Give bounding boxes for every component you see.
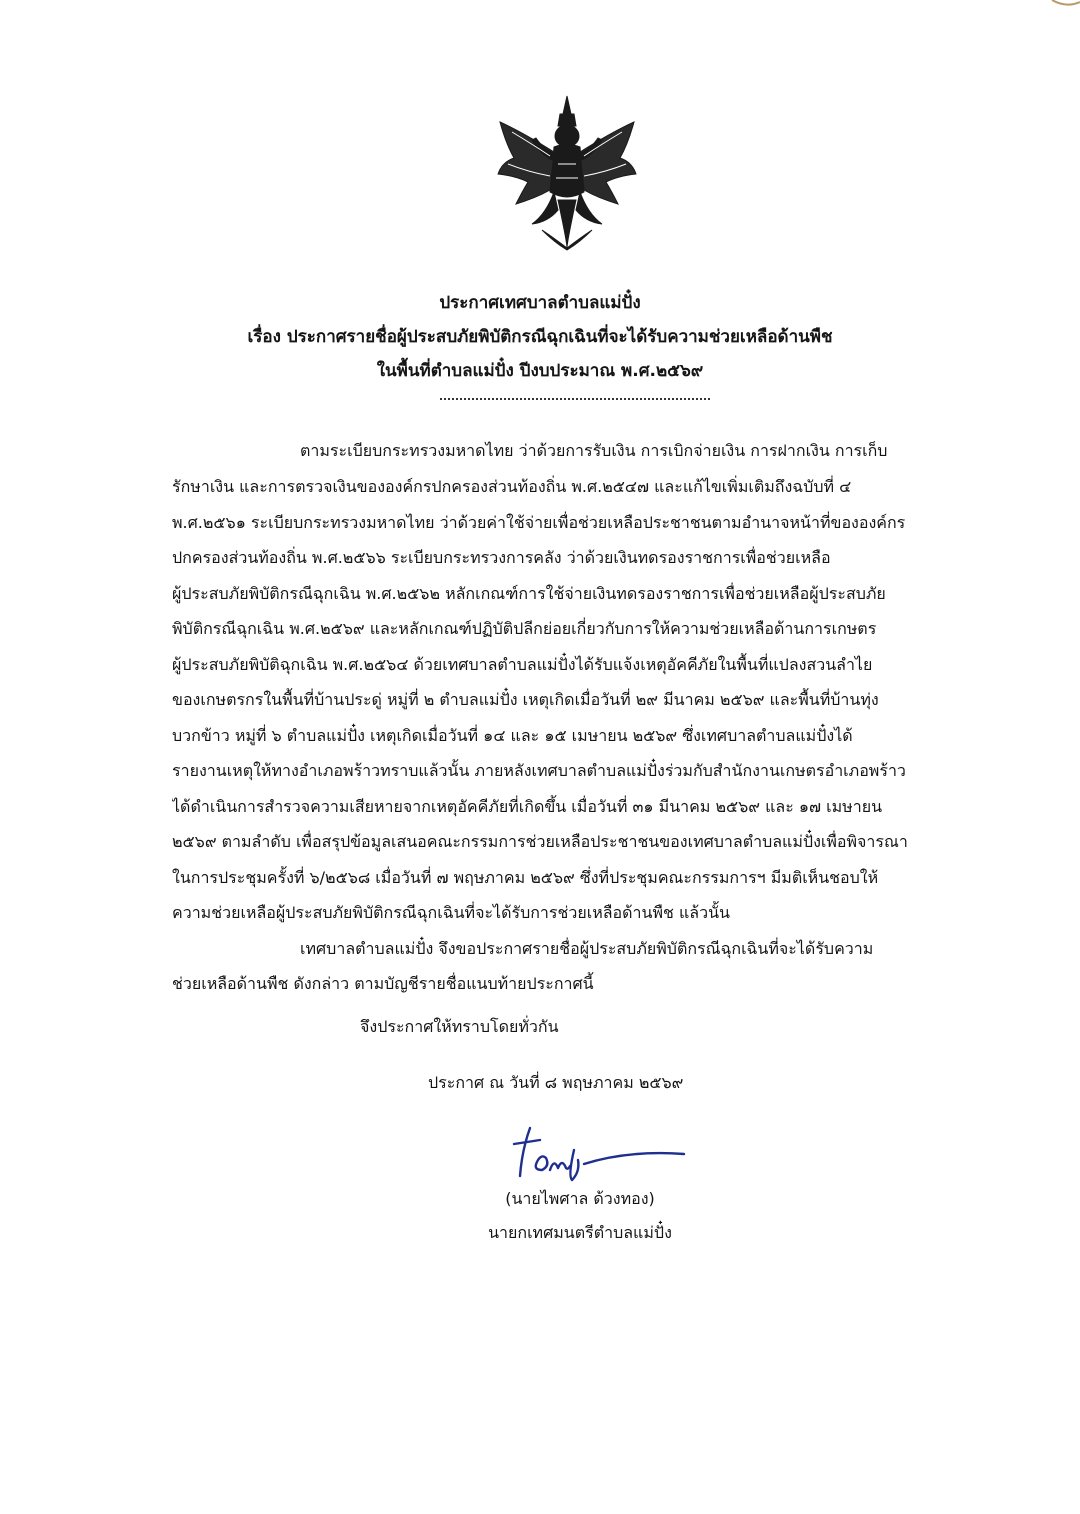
body-line: ในการประชุมครั้งที่ ๖/๒๕๖๘ เมื่อวันที่ ๗ พฤษภาคม ๒๕๖๙ ซึ่งที่ประชุมคณะกรรมการฯ มีมติเห็นชอบให้ (172, 868, 879, 887)
body-line: ๒๕๖๙ ตามลำดับ เพื่อสรุปข้อมูลเสนอคณะกรรมการช่วยเหลือประชาชนของเทศบาลตำบลแม่ปั๋งเพื่อพิจารณา (172, 832, 908, 851)
closing-statement: จึงประกาศให้ทราบโดยทั่วกัน (360, 1017, 559, 1036)
scan-corner-mark (1050, 0, 1080, 8)
body-line: รักษาเงิน และการตรวจเงินขององค์กรปกครองส่วนท้องถิ่น พ.ศ.๒๕๔๗ และแก้ไขเพิ่มเติมถึงฉบับที่ ๔ (172, 477, 852, 496)
announcement-subject: เรื่อง ประกาศรายชื่อผู้ประสบภัยพิบัติกรณีฉุกเฉินที่จะได้รับความช่วยเหลือด้านพืช (247, 327, 833, 347)
body-line: ได้ดำเนินการสำรวจความเสียหายจากเหตุอัคคีภัยที่เกิดขึ้น เมื่อวันที่ ๓๑ มีนาคม ๒๕๖๙ และ ๑๗ เมษายน (172, 797, 883, 816)
body-line: พิบัติกรณีฉุกเฉิน พ.ศ.๒๕๖๙ และหลักเกณฑ์ปฏิบัติปลีกย่อยเกี่ยวกับการให้ความช่วยเหลือด้านการเกษตร (172, 619, 877, 638)
body-line: บวกข้าว หมู่ที่ ๖ ตำบลแม่ปั๋ง เหตุเกิดเมื่อวันที่ ๑๔ และ ๑๕ เมษายน ๒๕๖๙ ซึ่งเทศบาลตำบลแม่ปั๋งได้ (172, 726, 853, 745)
body-line: ปกครองส่วนท้องถิ่น พ.ศ.๒๕๖๖ ระเบียบกระทรวงการคลัง ว่าด้วยเงินทดรองราชการเพื่อช่วยเหลือ (172, 548, 831, 567)
body-line: พ.ศ.๒๕๖๑ ระเบียบกระทรวงมหาดไทย ว่าด้วยค่าใช้จ่ายเพื่อช่วยเหลือประชาชนตามอำนาจหน้าที่ขององค์กร (172, 513, 906, 532)
body-line: ของเกษตรกรในพื้นที่บ้านประดู่ หมู่ที่ ๒ ตำบลแม่ปั๋ง เหตุเกิดเมื่อวันที่ ๒๙ มีนาคม ๒๕๖๙ และพื้นที่บ้านทุ่ง (172, 690, 879, 709)
garuda-emblem-icon (492, 92, 642, 252)
body-line: รายงานเหตุให้ทางอำเภอพร้าวทราบแล้วนั้น ภายหลังเทศบาลตำบลแม่ปั๋งร่วมกับสำนักงานเกษตรอำเภอพร้าว (172, 761, 906, 780)
body-line: ผู้ประสบภัยพิบัติฉุกเฉิน พ.ศ.๒๕๖๔ ด้วยเทศบาลตำบลแม่ปั๋งได้รับแจ้งเหตุอัคคีภัยในพื้นที่แปลงสวนลำไย (172, 655, 873, 674)
announcement-area: ในพื้นที่ตำบลแม่ปั๋ง ปีงบประมาณ พ.ศ.๒๕๖๙ (376, 361, 704, 381)
body-line: ตามระเบียบกระทรวงมหาดไทย ว่าด้วยการรับเงิน การเบิกจ่ายเงิน การฝากเงิน การเก็บ (300, 441, 888, 460)
announcement-title: ประกาศเทศบาลตำบลแม่ปั๋ง (439, 293, 641, 313)
body-line: เทศบาลตำบลแม่ปั๋ง จึงขอประกาศรายชื่อผู้ประสบภัยพิบัติกรณีฉุกเฉินที่จะได้รับความ (300, 939, 874, 958)
dotted-divider (440, 388, 710, 400)
body-line: ช่วยเหลือด้านพืช ดังกล่าว ตามบัญชีรายชื่อแนบท้ายประกาศนี้ (172, 974, 594, 993)
body-line: ความช่วยเหลือผู้ประสบภัยพิบัติกรณีฉุกเฉินที่จะได้รับการช่วยเหลือด้านพืช แล้วนั้น (172, 903, 730, 922)
body-line: ผู้ประสบภัยพิบัติกรณีฉุกเฉิน พ.ศ.๒๕๖๒ หลักเกณฑ์การใช้จ่ายเงินทดรองราชการเพื่อช่วยเหลือผู้ประสบภัย (172, 584, 886, 603)
announcement-date: ประกาศ ณ วันที่ ๘ พฤษภาคม ๒๕๖๙ (428, 1073, 684, 1092)
signature-image (508, 1120, 698, 1182)
signatory-name: (นายไพศาล ด้วงทอง) (505, 1189, 655, 1208)
signatory-title: นายกเทศมนตรีตำบลแม่ปั๋ง (488, 1223, 672, 1242)
